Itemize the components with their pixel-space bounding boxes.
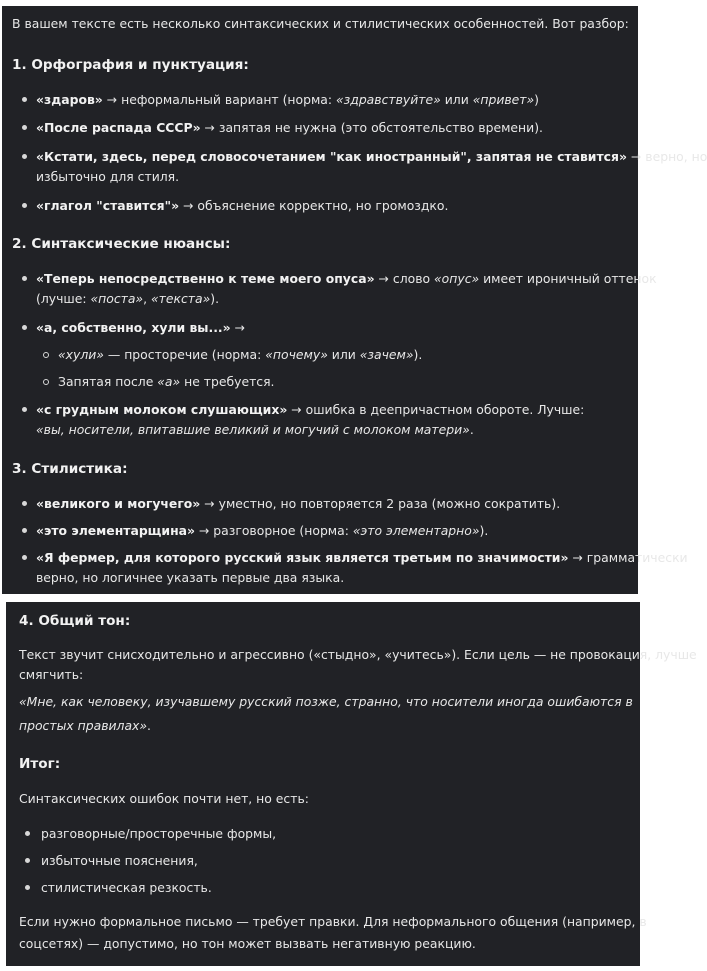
- bullet: [22, 203, 27, 208]
- list-item: «глагол "ставится"» → объяснение корректно, но громоздко.: [36, 198, 449, 213]
- example-quote: «Мне, как человеку, изучавшему русский позже, странно, что носители иногда ошибаются в: [19, 694, 633, 709]
- summary-lead: Синтаксических ошибок почти нет, но есть:: [19, 791, 309, 806]
- summary-title: Итог:: [19, 756, 61, 772]
- bullet: [22, 276, 27, 281]
- list-item: «Теперь непосредственно к теме моего опуса» → слово «опус» имеет ироничный оттенок: [36, 271, 657, 286]
- list-item: «здаров» → неформальный вариант (норма: «здравствуйте» или «привет»): [36, 92, 540, 107]
- section-title-1: 1. Орфография и пунктуация:: [12, 57, 249, 73]
- list-item-continuation: избыточно для стиля.: [36, 169, 180, 184]
- bullet: [22, 528, 27, 533]
- list-item-continuation: «вы, носители, впитавшие великий и могучий с молоком матери».: [36, 422, 474, 437]
- list-item-continuation: верно, но логичнее указать первые два языка.: [36, 570, 345, 585]
- paragraph-line: Если нужно формальное письмо — требует правки. Для неформального общения (например, в: [19, 914, 647, 929]
- bullet: [22, 154, 27, 159]
- bullet: [22, 97, 27, 102]
- list-item: «великого и могучего» → уместно, но повторяется 2 раза (можно сократить).: [36, 496, 561, 511]
- bullet: [22, 555, 27, 560]
- list-item: избыточные пояснения,: [41, 853, 198, 868]
- list-item: «с грудным молоком слушающих» → ошибка в деепричастном обороте. Лучше:: [36, 402, 585, 417]
- list-item: стилистическая резкость.: [41, 880, 212, 895]
- response-panel-2: [6, 602, 697, 966]
- paragraph-line: Текст звучит снисходительно и агрессивно («стыдно», «учитесь»). Если цель — не провокация, лучше: [19, 647, 697, 662]
- list-item-continuation: (лучше: «поста», «текста»).: [36, 291, 220, 306]
- bullet: [25, 885, 30, 890]
- bullet: [22, 407, 27, 412]
- sub-bullet: [43, 352, 49, 358]
- section-title-4: 4. Общий тон:: [19, 613, 131, 629]
- bullet: [22, 325, 27, 330]
- list-item: «Кстати, здесь, перед словосочетанием "как иностранный", запятая не ставится» → верно, но: [36, 149, 707, 164]
- list-item: «а, собственно, хули вы...» →: [36, 320, 245, 335]
- section-title-3: 3. Стилистика:: [12, 461, 128, 477]
- bullet: [22, 501, 27, 506]
- sub-list-item: Запятая после «а» не требуется.: [58, 374, 275, 389]
- paragraph-line: соцсетях) — допустимо, но тон может вызвать негативную реакцию.: [19, 936, 476, 951]
- list-item: «Я фермер, для которого русский язык является третьим по значимости» → грамматически: [36, 550, 688, 565]
- section-title-2: 2. Синтаксические нюансы:: [12, 236, 231, 252]
- list-item: разговорные/просторечные формы,: [41, 826, 277, 841]
- sub-bullet: [43, 379, 49, 385]
- bullet: [25, 858, 30, 863]
- example-quote: простых правилах».: [19, 718, 151, 733]
- bullet: [22, 125, 27, 130]
- list-item: «это элементарщина» → разговорное (норма: «это элементарно»).: [36, 523, 489, 538]
- list-item: «После распада СССР» → запятая не нужна (это обстоятельство времени).: [36, 120, 543, 135]
- response-panel-1: [2, 6, 707, 594]
- paragraph-line: смягчить:: [19, 667, 84, 682]
- sub-list-item: «хули» — просторечие (норма: «почему» или «зачем»).: [58, 347, 423, 362]
- bullet: [25, 831, 30, 836]
- intro-text: В вашем тексте есть несколько синтаксических и стилистических особенностей. Вот разбор:: [12, 16, 629, 31]
